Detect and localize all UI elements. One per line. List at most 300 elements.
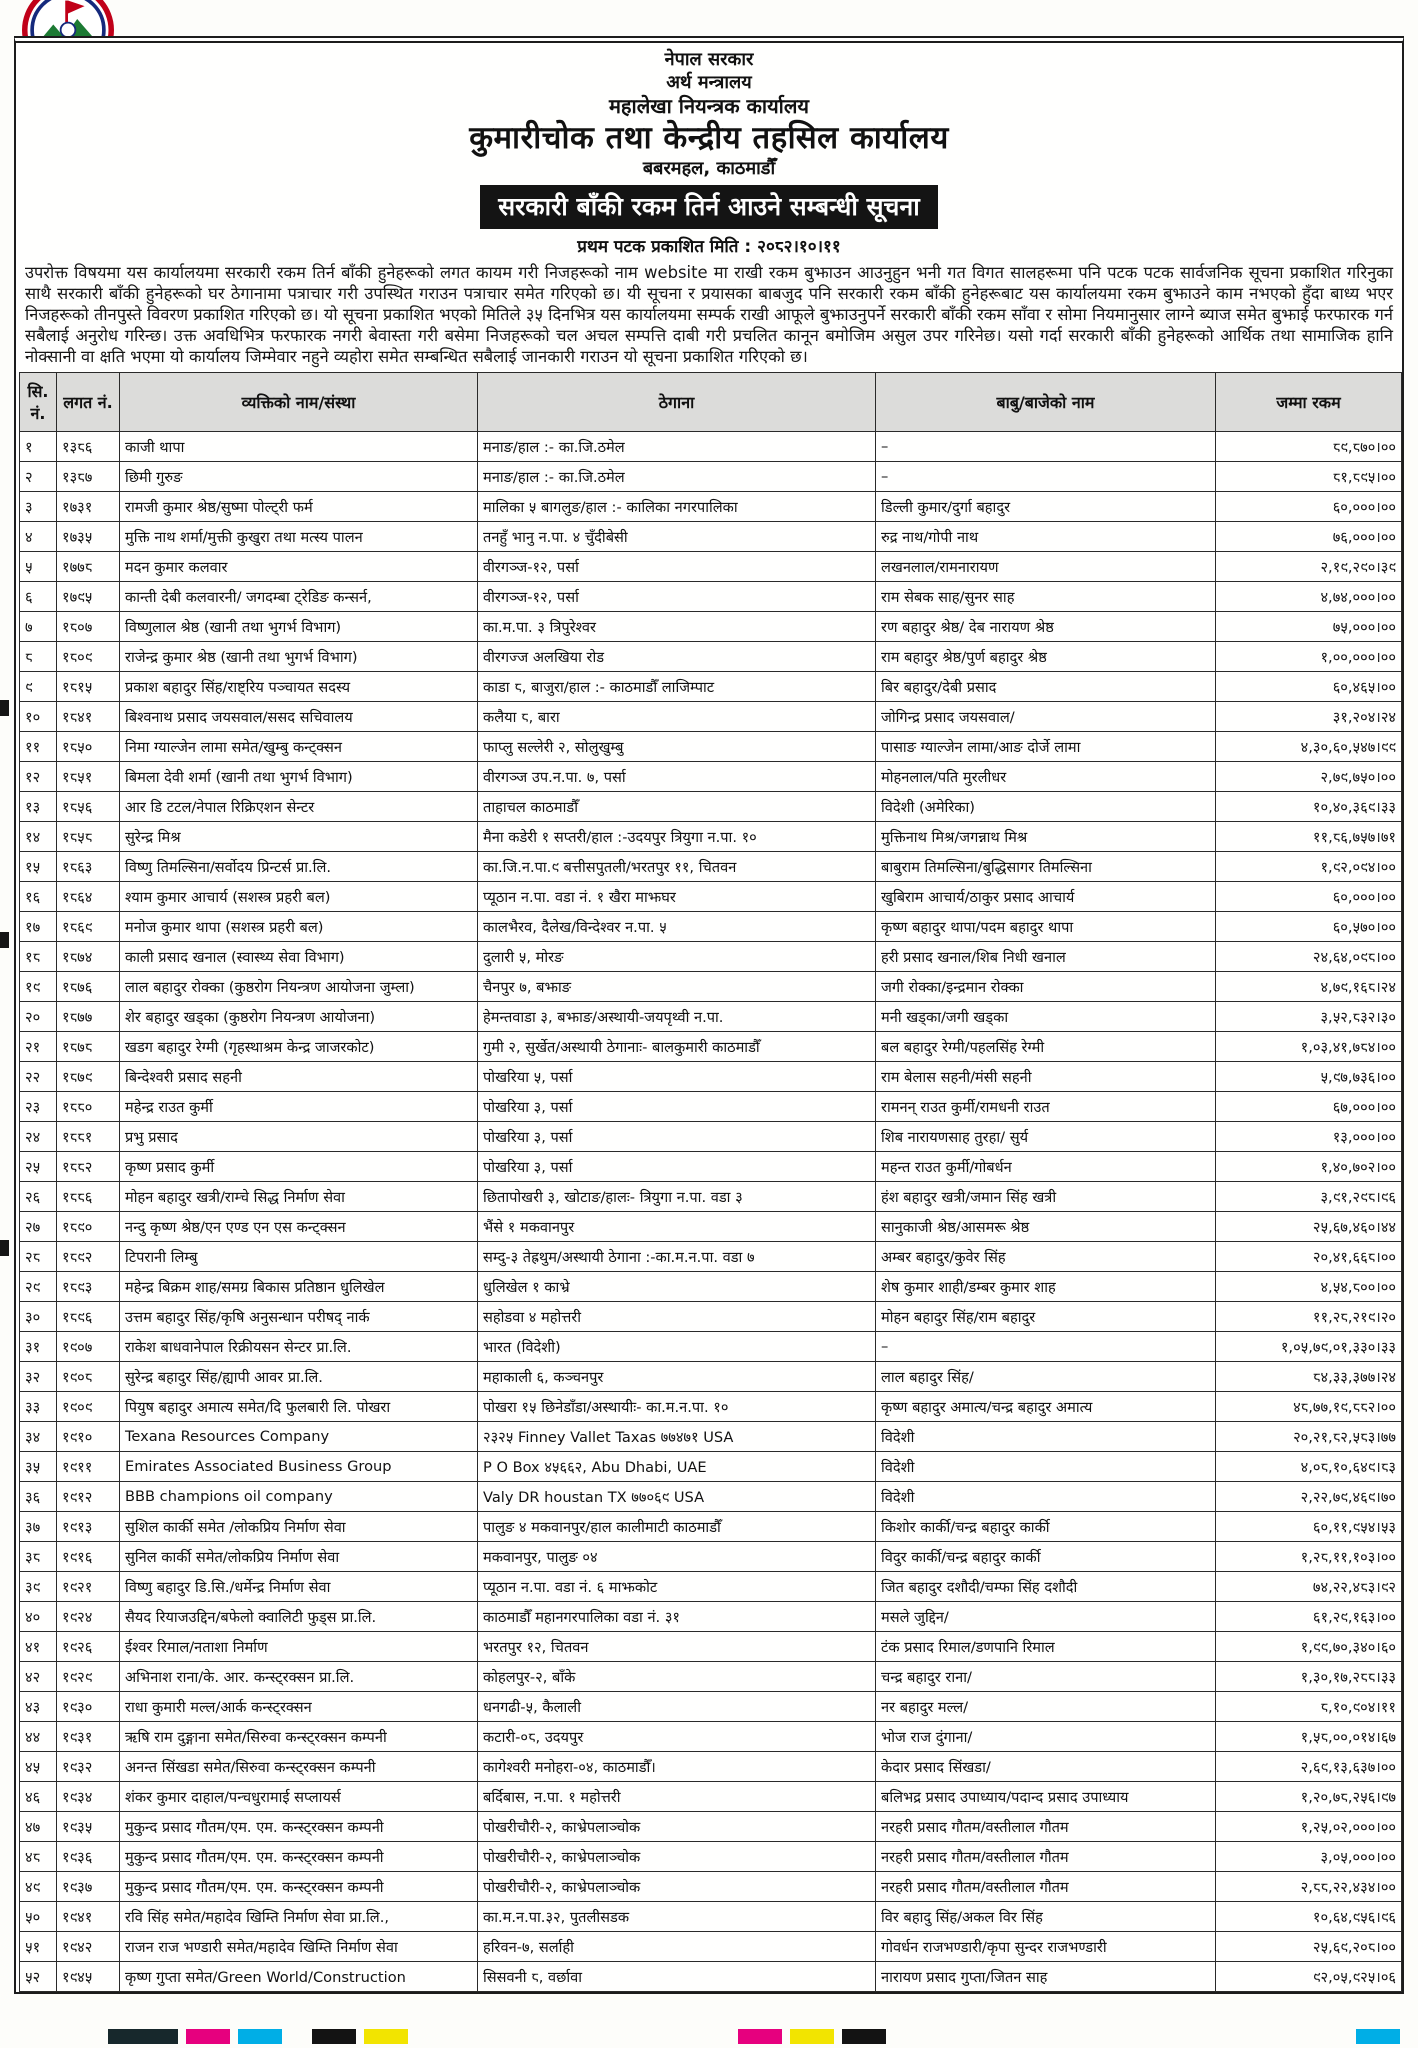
cell-address: पोखरीचौरी-२, काभ्रेपलाञ्चोक [478, 1842, 876, 1872]
cell-father-grandfather: बलिभद्र प्रसाद उपाध्याय/पदान्द प्रसाद उपाध्याय [876, 1782, 1216, 1812]
cell-serial-number: २६ [20, 1182, 57, 1212]
cell-person-name: श्याम कुमार आचार्य (सशस्त्र प्रहरी बल) [120, 882, 478, 912]
cell-father-grandfather: विदेशी [876, 1482, 1216, 1512]
office-name: कुमारीचोक तथा केन्द्रीय तहसिल कार्यालय [469, 120, 949, 156]
table-row [20, 1242, 1402, 1272]
cell-father-grandfather: टंक प्रसाद रिमाल/डणपानि रिमाल [876, 1632, 1216, 1662]
cell-father-grandfather: राम बहादुर श्रेष्ठ/पुर्ण बहादुर श्रेष्ठ [876, 642, 1216, 672]
cell-address: प्यूठान न.पा. वडा नं. १ खैरा माझघर [478, 882, 876, 912]
cell-person-name: सुनिल कार्की समेत/लोकप्रिय निर्माण सेवा [120, 1542, 478, 1572]
cell-record-number: १८८६ [57, 1182, 120, 1212]
cell-serial-number: १३ [20, 792, 57, 822]
cell-total-amount: १,२०,७८,२५६।९७ [1216, 1782, 1402, 1812]
table-row [20, 1152, 1402, 1182]
cell-record-number: १९२६ [57, 1632, 120, 1662]
cell-record-number: १९०९ [57, 1392, 120, 1422]
cell-father-grandfather: पासाङ ग्याल्जेन लामा/आङ दोर्जे लामा [876, 732, 1216, 762]
cell-person-name: मोहन बहादुर खत्री/राम्चे सिद्ध निर्माण सेवा [120, 1182, 478, 1212]
cell-record-number: १८८२ [57, 1152, 120, 1182]
cell-total-amount: १,२५,०२,०००।०० [1216, 1812, 1402, 1842]
cell-father-grandfather: नरहरी प्रसाद गौतम/वस्तीलाल गौतम [876, 1812, 1216, 1842]
cell-person-name: बिमला देवी शर्मा (खानी तथा भुगर्भ विभाग) [120, 762, 478, 792]
cell-father-grandfather: रामनन् राउत कुर्मी/रामधनी राउत [876, 1092, 1216, 1122]
print-color-segment [790, 2029, 834, 2044]
cell-total-amount: १०,४०,३६९।३३ [1216, 792, 1402, 822]
table-row [20, 882, 1402, 912]
col-address: ठेगाना [478, 373, 876, 432]
cell-serial-number: ४ [20, 522, 57, 552]
cell-father-grandfather: डिल्ली कुमार/दुर्गा बहादुर [876, 492, 1216, 522]
cell-address: ताहाचल काठमाडौँ [478, 792, 876, 822]
cell-serial-number: ३१ [20, 1332, 57, 1362]
cell-record-number: १८७९ [57, 1062, 120, 1092]
cell-total-amount: ४,०८,१०,६४९।८३ [1216, 1452, 1402, 1482]
table-row [20, 1872, 1402, 1902]
table-row [20, 1302, 1402, 1332]
cell-father-grandfather: मसले जुद्दिन/ [876, 1602, 1216, 1632]
cell-person-name: निमा ग्याल्जेन लामा समेत/खुम्बु कन्ट्क्सन [120, 732, 478, 762]
cell-total-amount: ४,७९,१६८।२४ [1216, 972, 1402, 1002]
cell-record-number: १८६३ [57, 852, 120, 882]
cell-serial-number: १० [20, 702, 57, 732]
cell-total-amount: ३,९१,२९८।९६ [1216, 1182, 1402, 1212]
cell-serial-number: २४ [20, 1122, 57, 1152]
office-address: बबरमहल, काठमाडौँ [642, 157, 776, 179]
cell-father-grandfather: विदेशी (अमेरिका) [876, 792, 1216, 822]
cell-record-number: १८५१ [57, 762, 120, 792]
cell-record-number: १७७८ [57, 552, 120, 582]
table-row [20, 1182, 1402, 1212]
cell-record-number: १८५६ [57, 792, 120, 822]
table-row [20, 1032, 1402, 1062]
cell-record-number: १८१५ [57, 672, 120, 702]
cell-total-amount: २,२२,७९,४६९।७० [1216, 1482, 1402, 1512]
cell-person-name: प्रभु प्रसाद [120, 1122, 478, 1152]
cell-address: दुलारी ५, मोरङ [478, 942, 876, 972]
notice-table-body [20, 432, 1402, 1992]
cell-serial-number: ४० [20, 1602, 57, 1632]
cell-person-name: कान्ती देबी कलवारनी/ जगदम्बा ट्रेडिङ कन्सर्न, [120, 582, 478, 612]
table-row [20, 912, 1402, 942]
cell-total-amount: १,०३,४१,७८४।०० [1216, 1032, 1402, 1062]
cell-total-amount: २०,२१,८२,५८३।७७ [1216, 1422, 1402, 1452]
cell-address: हेमन्तवाडा ३, बझाङ/अस्थायी-जयपृथ्वी न.पा. [478, 1002, 876, 1032]
cell-father-grandfather: चन्द्र बहादुर राना/ [876, 1662, 1216, 1692]
cell-address: P O Box ४५६६२, Abu Dhabi, UAE [478, 1452, 876, 1482]
cell-person-name: राकेश बाधवानेपाल रिक्रीयसन सेन्टर प्रा.लि. [120, 1332, 478, 1362]
cell-record-number: १९४२ [57, 1932, 120, 1962]
cell-total-amount: ५,९७,७३६।०० [1216, 1062, 1402, 1092]
cell-record-number: १९३० [57, 1692, 120, 1722]
debtors-table [19, 372, 1402, 1992]
cell-record-number: १८८० [57, 1092, 120, 1122]
table-row [20, 1902, 1402, 1932]
cell-total-amount: २५,६७,४६०।४४ [1216, 1212, 1402, 1242]
cell-person-name: राजन राज भण्डारी समेत/महादेव खिम्ति निर्माण सेवा [120, 1932, 478, 1962]
cell-serial-number: १७ [20, 912, 57, 942]
cell-father-grandfather: किशोर कार्की/चन्द्र बहादुर कार्की [876, 1512, 1216, 1542]
table-row [20, 732, 1402, 762]
cell-serial-number: ३० [20, 1302, 57, 1332]
cell-serial-number: ३३ [20, 1392, 57, 1422]
table-row [20, 492, 1402, 522]
cell-total-amount: ३,०५,०००।०० [1216, 1842, 1402, 1872]
cell-total-amount: ७४,२२,४८३।९२ [1216, 1572, 1402, 1602]
ministry-name: अर्थ मन्त्रालय [666, 71, 752, 93]
cell-serial-number: ३६ [20, 1482, 57, 1512]
cell-total-amount: ३१,२०४।२४ [1216, 702, 1402, 732]
table-row [20, 672, 1402, 702]
table-row [20, 1062, 1402, 1092]
cell-serial-number: २७ [20, 1212, 57, 1242]
cell-father-grandfather: रण बहादुर श्रेष्ठ/ देब नारायण श्रेष्ठ [876, 612, 1216, 642]
table-row [20, 1722, 1402, 1752]
cell-serial-number: ५ [20, 552, 57, 582]
table-row [20, 702, 1402, 732]
cell-address: का.म.पा. ३ त्रिपुरेश्वर [478, 612, 876, 642]
cell-total-amount: ९२,०५,९२५।०६ [1216, 1962, 1402, 1992]
cell-address: भरतपुर १२, चितवन [478, 1632, 876, 1662]
cell-serial-number: २९ [20, 1272, 57, 1302]
table-row [20, 1422, 1402, 1452]
cell-address: सहोडवा ४ महोत्तरी [478, 1302, 876, 1332]
cell-address: धनगढी-५, कैलाली [478, 1692, 876, 1722]
cell-total-amount: ६०,११,९५४।५३ [1216, 1512, 1402, 1542]
cell-person-name: विष्णु तिमल्सिना/सर्वोदय प्रिन्टर्स प्रा.लि. [120, 852, 478, 882]
cell-serial-number: १५ [20, 852, 57, 882]
cell-total-amount: ११,२८,२१९।२० [1216, 1302, 1402, 1332]
table-row [20, 1392, 1402, 1422]
cell-address: हरिवन-७, सर्लाही [478, 1932, 876, 1962]
cell-person-name: Emirates Associated Business Group [120, 1452, 478, 1482]
cell-person-name: विष्णुलाल श्रेष्ठ (खानी तथा भुगर्भ विभाग) [120, 612, 478, 642]
cell-father-grandfather: नरहरी प्रसाद गौतम/वस्तीलाल गौतम [876, 1842, 1216, 1872]
cell-total-amount: १३,०००।०० [1216, 1122, 1402, 1152]
cell-record-number: १९१० [57, 1422, 120, 1452]
cell-address: पोखरा १५ छिनेडाँडा/अस्थायीः- का.म.न.पा. १० [478, 1392, 876, 1422]
cell-address: गुमी २, सुर्खेत/अस्थायी ठेगानाः- बालकुमारी काठमाडौँ [478, 1032, 876, 1062]
cell-father-grandfather: केदार प्रसाद सिंखडा/ [876, 1752, 1216, 1782]
department-name: महालेखा नियन्त्रक कार्यालय [608, 94, 810, 118]
table-row [20, 1572, 1402, 1602]
cell-record-number: १७९५ [57, 582, 120, 612]
cell-father-grandfather: महन्त राउत कुर्मी/गोबर्धन [876, 1152, 1216, 1182]
print-color-segment [238, 2029, 282, 2044]
cell-serial-number: ४६ [20, 1782, 57, 1812]
cell-father-grandfather: खुबिराम आचार्य/ठाकुर प्रसाद आचार्य [876, 882, 1216, 912]
cell-person-name: बिश्वनाथ प्रसाद जयसवाल/ससद सचिवालय [120, 702, 478, 732]
cell-record-number: १९३७ [57, 1872, 120, 1902]
cell-father-grandfather: विर बहादु सिंह/अकल विर सिंह [876, 1902, 1216, 1932]
cell-record-number: १८७७ [57, 1002, 120, 1032]
cell-person-name: उत्तम बहादुर सिंह/कृषि अनुसन्धान परीषद् नार्क [120, 1302, 478, 1332]
cell-father-grandfather: जोगिन्द्र प्रसाद जयसवाल/ [876, 702, 1216, 732]
table-row [20, 552, 1402, 582]
table-header-row [20, 373, 1402, 432]
cell-total-amount: ८९,८७०।०० [1216, 432, 1402, 462]
cell-record-number: १७३५ [57, 522, 120, 552]
cell-serial-number: ४७ [20, 1812, 57, 1842]
cell-person-name: महेन्द्र बिक्रम शाह/समग्र बिकास प्रतिष्ठान धुलिखेल [120, 1272, 478, 1302]
cell-address: पोखरिया ३, पर्सा [478, 1122, 876, 1152]
cell-total-amount: ३,५२,८३२।३० [1216, 1002, 1402, 1032]
cell-person-name: खडग बहादुर रेग्मी (गृहस्थाश्रम केन्द्र जाजरकोट) [120, 1032, 478, 1062]
cell-father-grandfather: जगी रोक्का/इन्द्रमान रोक्का [876, 972, 1216, 1002]
cell-address: वीरगज्ज अलखिया रोड [478, 642, 876, 672]
cell-person-name: नन्दु कृष्ण श्रेष्ठ/एन एण्ड एन एस कन्ट्क्सन [120, 1212, 478, 1242]
cell-serial-number: ५१ [20, 1932, 57, 1962]
cell-total-amount: ६०,०००।०० [1216, 882, 1402, 912]
cell-address: पोखरीचौरी-२, काभ्रेपलाञ्चोक [478, 1872, 876, 1902]
cell-father-grandfather: मोहन बहादुर सिंह/राम बहादुर [876, 1302, 1216, 1332]
cell-serial-number: ६ [20, 582, 57, 612]
cell-serial-number: १८ [20, 942, 57, 972]
cell-total-amount: ६०,४६५।०० [1216, 672, 1402, 702]
cell-total-amount: १०,६४,९५६।९६ [1216, 1902, 1402, 1932]
table-row [20, 1632, 1402, 1662]
registration-mark [0, 1240, 9, 1256]
published-date: प्रथम पटक प्रकाशित मिति : २०८२।१०।११ [577, 237, 841, 258]
cell-father-grandfather: लखनलाल/रामनारायण [876, 552, 1216, 582]
cell-serial-number: ४४ [20, 1722, 57, 1752]
cell-serial-number: ३२ [20, 1362, 57, 1392]
cell-serial-number: २ [20, 462, 57, 492]
cell-father-grandfather: मुक्तिनाथ मिश्र/जगन्नाथ मिश्र [876, 822, 1216, 852]
cell-serial-number: ३४ [20, 1422, 57, 1452]
table-row [20, 762, 1402, 792]
cell-person-name: लाल बहादुर रोक्का (कुष्ठरोग नियन्त्रण आयोजना जुम्ला) [120, 972, 478, 1002]
cell-address: पोखरिया ३, पर्सा [478, 1152, 876, 1182]
cell-record-number: १८७८ [57, 1032, 120, 1062]
cell-record-number: १७३१ [57, 492, 120, 522]
cell-father-grandfather: राम सेबक साह/सुनर साह [876, 582, 1216, 612]
print-color-segment [186, 2029, 230, 2044]
cell-total-amount: १,९९,७०,३४०।६० [1216, 1632, 1402, 1662]
cell-serial-number: २५ [20, 1152, 57, 1182]
cell-total-amount: १,०५,७९,०१,३३०।३३ [1216, 1332, 1402, 1362]
cell-total-amount: १,२८,११,१०३।०० [1216, 1542, 1402, 1572]
cell-record-number: १९४५ [57, 1962, 120, 1992]
table-row [20, 1782, 1402, 1812]
cell-serial-number: २३ [20, 1092, 57, 1122]
cell-total-amount: १,३०,१७,२८८।३३ [1216, 1662, 1402, 1692]
col-serial-number: सि. नं. [20, 373, 57, 432]
cell-person-name: मनोज कुमार थापा (सशस्त्र प्रहरी बल) [120, 912, 478, 942]
cell-person-name: मुकुन्द प्रसाद गौतम/एम. एम. कन्स्ट्रक्सन कम्पनी [120, 1812, 478, 1842]
print-color-segment [312, 2029, 356, 2044]
cell-record-number: १९४१ [57, 1902, 120, 1932]
cell-person-name: रवि सिंह समेत/महादेव खिम्ति निर्माण सेवा प्रा.लि., [120, 1902, 478, 1932]
cell-serial-number: २२ [20, 1062, 57, 1092]
cell-father-grandfather: कृष्ण बहादुर थापा/पदम बहादुर थापा [876, 912, 1216, 942]
cell-father-grandfather: नारायण प्रसाद गुप्ता/जितन साह [876, 1962, 1216, 1992]
table-row [20, 612, 1402, 642]
cell-person-name: टिपरानी लिम्बु [120, 1242, 478, 1272]
cell-total-amount: २,८८,२२,४३४।०० [1216, 1872, 1402, 1902]
cell-total-amount: ११,८६,७५७।७१ [1216, 822, 1402, 852]
cell-total-amount: ६०,०००।०० [1216, 492, 1402, 522]
cell-father-grandfather: गोवर्धन राजभण्डारी/कृपा सुन्दर राजभण्डारी [876, 1932, 1216, 1962]
cell-father-grandfather: बिर बहादुर/देबी प्रसाद [876, 672, 1216, 702]
cell-father-grandfather: – [876, 432, 1216, 462]
cell-person-name: मुकुन्द प्रसाद गौतम/एम. एम. कन्स्ट्रक्सन कम्पनी [120, 1842, 478, 1872]
cell-person-name: शेर बहादुर खड्का (कुष्ठरोग नियन्त्रण आयोजना) [120, 1002, 478, 1032]
cell-person-name: राधा कुमारी मल्ल/आर्क कन्स्ट्रक्सन [120, 1692, 478, 1722]
cell-father-grandfather: जित बहादुर दशौदी/चम्फा सिंह दशौदी [876, 1572, 1216, 1602]
cell-record-number: १९१६ [57, 1542, 120, 1572]
cell-total-amount: २,६९,१३,६३७।०० [1216, 1752, 1402, 1782]
cell-total-amount: ८१,८९५।०० [1216, 462, 1402, 492]
cell-record-number: १९२१ [57, 1572, 120, 1602]
table-row [20, 792, 1402, 822]
cell-serial-number: ४३ [20, 1692, 57, 1722]
cell-serial-number: ५० [20, 1902, 57, 1932]
cell-total-amount: ७५,०००।०० [1216, 612, 1402, 642]
registration-mark [0, 700, 9, 716]
cell-serial-number: ४१ [20, 1632, 57, 1662]
cell-serial-number: ३७ [20, 1512, 57, 1542]
cell-serial-number: १६ [20, 882, 57, 912]
cell-address: Valy DR houstan TX ७७०६९ USA [478, 1482, 876, 1512]
cell-person-name: सुशिल कार्की समेत /लोकप्रिय निर्माण सेवा [120, 1512, 478, 1542]
cell-address: वीरगञ्ज उप.न.पा. ७, पर्सा [478, 762, 876, 792]
cell-serial-number: ५२ [20, 1962, 57, 1992]
cell-father-grandfather: बल बहादुर रेग्मी/पहलसिंह रेग्मी [876, 1032, 1216, 1062]
cell-serial-number: १९ [20, 972, 57, 1002]
cell-total-amount: ४८,७७,१९,८८२।०० [1216, 1392, 1402, 1422]
cell-total-amount: ६१,२९,१६३।०० [1216, 1602, 1402, 1632]
cell-address: कागेश्वरी मनोहरा-०४, काठमाडौँ। [478, 1752, 876, 1782]
cell-person-name: महेन्द्र राउत कुर्मी [120, 1092, 478, 1122]
cell-total-amount: २,७९,७५०।०० [1216, 762, 1402, 792]
cell-total-amount: ६७,०००।०० [1216, 1092, 1402, 1122]
col-father-grandfather: बाबु/बाजेको नाम [876, 373, 1216, 432]
cell-serial-number: २१ [20, 1032, 57, 1062]
cell-record-number: १३८७ [57, 462, 120, 492]
cell-total-amount: १,४०,७०२।०० [1216, 1152, 1402, 1182]
cell-total-amount: २५,६९,२०८।०० [1216, 1932, 1402, 1962]
cell-person-name: राजेन्द्र कुमार श्रेष्ठ (खानी तथा भुगर्भ विभाग) [120, 642, 478, 672]
table-row [20, 1092, 1402, 1122]
cell-serial-number: ३८ [20, 1542, 57, 1572]
table-row [20, 522, 1402, 552]
notice-title-wrap [16, 185, 1402, 229]
cell-person-name: रामजी कुमार श्रेष्ठ/सुष्मा पोल्ट्री फर्म [120, 492, 478, 522]
cell-total-amount: ४,५४,८००।०० [1216, 1272, 1402, 1302]
cell-address: मनाङ/हाल :- का.जि.ठमेल [478, 462, 876, 492]
cell-record-number: १९०८ [57, 1362, 120, 1392]
print-color-segment [108, 2029, 178, 2044]
cell-total-amount: १,००,०००।०० [1216, 642, 1402, 672]
cell-record-number: १८७४ [57, 942, 120, 972]
cell-address: का.म.न.पा.३२, पुतलीसडक [478, 1902, 876, 1932]
cell-father-grandfather: अम्बर बहादुर/कुवेर सिंह [876, 1242, 1216, 1272]
cell-person-name: BBB champions oil company [120, 1482, 478, 1512]
cell-address: मैना कडेरी १ सप्तरी/हाल :-उदयपुर त्रियुगा न.पा. १० [478, 822, 876, 852]
table-row [20, 1752, 1402, 1782]
table-row [20, 972, 1402, 1002]
cell-address: फाप्लु सल्लेरी २, सोलुखुम्बु [478, 732, 876, 762]
cell-person-name: ऋषि राम दुङ्गाना समेत/सिरुवा कन्स्ट्रक्सन कम्पनी [120, 1722, 478, 1752]
cell-address: वीरगञ्ज-१२, पर्सा [478, 552, 876, 582]
cell-address: भैंसे १ मकवानपुर [478, 1212, 876, 1242]
cell-person-name: सुरेन्द्र बहादुर सिंह/ह्यापी आवर प्रा.लि. [120, 1362, 478, 1392]
cell-serial-number: ३९ [20, 1572, 57, 1602]
cell-address: वीरगञ्ज-१२, पर्सा [478, 582, 876, 612]
cell-total-amount: ८,१०,९०४।११ [1216, 1692, 1402, 1722]
notice-body-paragraph: उपरोक्त विषयमा यस कार्यालयमा सरकारी रकम तिर्न बाँकी हुनेहरूको लगत कायम गरी निजहरूको नाम website मा राखी रकम बुझाउन आउनुहुन भनी गत विगत सालहरूमा पनि पटक पटक सार्वजनिक सूचना प्रकाशित गरिनुका साथै सरकारी बाँकी हुनेहरूको घर ठेगानामा पत्राचार गरी उपस्थित गराउन पत्राचार समेत गरिएको छ। यी सूचना र प्रयासका बाबजुद पनि सरकारी रकम बाँकी हुनेहरूबाट यस कार्यालयमा रकम बुझाउने काम नभएको हुँदा बाध्य भएर निजहरूको तीनपुस्ते विवरण प्रकाशित गरिएको छ। यो सूचना प्रकाशित भएको मितिले ३५ दिनभित्र यस कार्यालयमा सम्पर्क राखी आफूले बुझाउनुपर्ने सरकारी बाँकी रकम साँवा र सोमा नियमानुसार लाग्ने ब्याज समेत बुझाई फरफारक गर्न सबैलाई अनुरोध गरिन्छ। उक्त अवधिभित्र फरफारक नगरी बेवास्ता गरी बसेमा निजहरूको चल अचल सम्पत्ति दाबी गरी प्रचलित कानून बमोजिम असुल उपर गरिनेछ। यसो गर्दा सरकारी बाँकी हुनेहरूको आर्थिक तथा सामाजिक हानि नोक्सानी वा क्षति भएमा यो कार्यालय जिम्मेवार नहुने व्यहोरा समेत सम्बन्धित सबैलाई जानकारी गराउन यो सूचना प्रकाशित गरिएको छ। [25, 263, 1393, 367]
cell-serial-number: ३ [20, 492, 57, 522]
print-color-segment [364, 2029, 408, 2044]
cell-father-grandfather: विदुर कार्की/चन्द्र बहादुर कार्की [876, 1542, 1216, 1572]
col-person-name: व्यक्तिको नाम/संस्था [120, 373, 478, 432]
cell-person-name: अभिनाश राना/के. आर. कन्स्ट्रक्सन प्रा.लि. [120, 1662, 478, 1692]
cell-father-grandfather: मनी खड्का/जगी खड्का [876, 1002, 1216, 1032]
table-row [20, 1932, 1402, 1962]
cell-address: का.जि.न.पा.९ बत्तीसपुतली/भरतपुर ११, चितवन [478, 852, 876, 882]
cell-serial-number: ४५ [20, 1752, 57, 1782]
cell-address: पोखरीचौरी-२, काभ्रेपलाञ्चोक [478, 1812, 876, 1842]
cell-record-number: १९२९ [57, 1662, 120, 1692]
cell-record-number: १८६९ [57, 912, 120, 942]
table-row [20, 1692, 1402, 1722]
cell-person-name: पियुष बहादुर अमात्य समेत/दि फुलबारी लि. पोखरा [120, 1392, 478, 1422]
col-record-number: लगत नं. [57, 373, 120, 432]
masthead [16, 43, 1402, 180]
cell-person-name: कृष्ण प्रसाद कुर्मी [120, 1152, 478, 1182]
registration-mark [0, 932, 9, 948]
cell-serial-number: ४९ [20, 1872, 57, 1902]
cell-record-number: १९११ [57, 1452, 120, 1482]
cell-record-number: १८९० [57, 1212, 120, 1242]
cell-address: प्यूठान न.पा. वडा नं. ६ माझकोट [478, 1572, 876, 1602]
cell-father-grandfather: विदेशी [876, 1422, 1216, 1452]
cell-person-name: काली प्रसाद खनाल (स्वास्थ्य सेवा विभाग) [120, 942, 478, 972]
table-row [20, 822, 1402, 852]
cell-record-number: १३८६ [57, 432, 120, 462]
cell-address: मनाङ/हाल :- का.जि.ठमेल [478, 432, 876, 462]
cell-address: सम्दु-३ तेह्रथुम/अस्थायी ठेगाना :-का.म.न.पा. वडा ७ [478, 1242, 876, 1272]
cell-father-grandfather: मोहनलाल/पति मुरलीधर [876, 762, 1216, 792]
cell-father-grandfather: – [876, 1332, 1216, 1362]
cell-record-number: १९१३ [57, 1512, 120, 1542]
table-row [20, 1002, 1402, 1032]
table-row [20, 1212, 1402, 1242]
cell-father-grandfather: बाबुराम तिमल्सिना/बुद्धिसागर तिमल्सिना [876, 852, 1216, 882]
cell-address: कोहलपुर-२, बाँके [478, 1662, 876, 1692]
print-color-segment [738, 2029, 782, 2044]
cell-record-number: १८०७ [57, 612, 120, 642]
cell-address: मालिका ५ बागलुङ/हाल :- कालिका नगरपालिका [478, 492, 876, 522]
print-color-bar [0, 2029, 1400, 2044]
cell-record-number: १८८१ [57, 1122, 120, 1152]
cell-address: महाकाली ६, कञ्चनपुर [478, 1362, 876, 1392]
cell-person-name: मुकुन्द प्रसाद गौतम/एम. एम. कन्स्ट्रक्सन कम्पनी [120, 1872, 478, 1902]
cell-address: चैनपुर ७, बझाङ [478, 972, 876, 1002]
cell-serial-number: ७ [20, 612, 57, 642]
cell-father-grandfather: – [876, 462, 1216, 492]
table-row [20, 1542, 1402, 1572]
cell-person-name: ईश्वर रिमाल/नताशा निर्माण [120, 1632, 478, 1662]
cell-total-amount: २०,४१,६६८।०० [1216, 1242, 1402, 1272]
table-row [20, 1662, 1402, 1692]
cell-total-amount: ४,७४,०००।०० [1216, 582, 1402, 612]
cell-serial-number: १२ [20, 762, 57, 792]
cell-address: बर्दिबास, न.पा. १ महोत्तरी [478, 1782, 876, 1812]
table-row [20, 642, 1402, 672]
cell-serial-number: २८ [20, 1242, 57, 1272]
cell-total-amount: ८४,३३,३७७।२४ [1216, 1362, 1402, 1392]
